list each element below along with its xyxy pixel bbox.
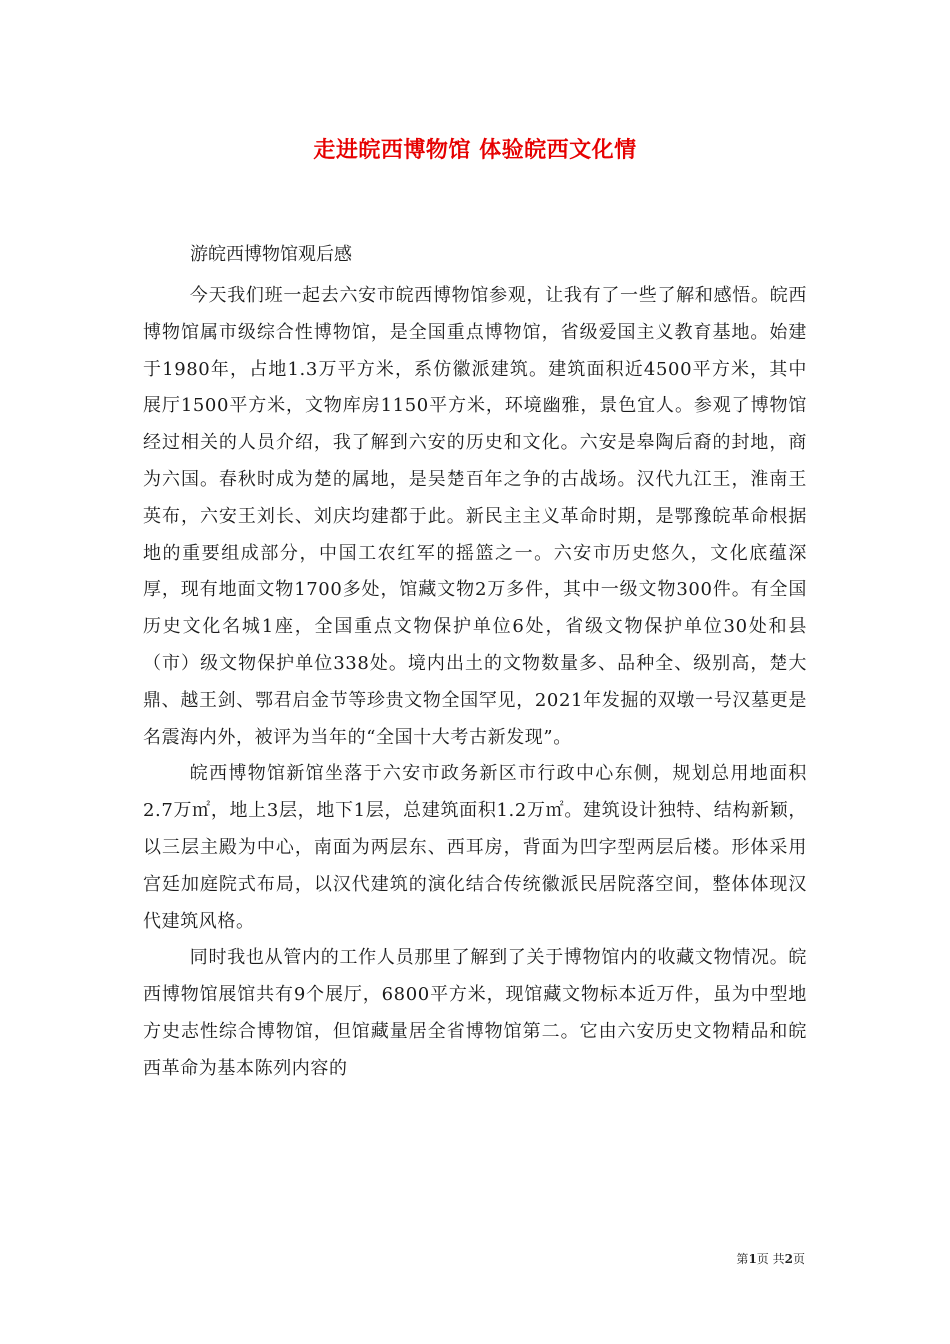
footer-middle: 页 共 bbox=[756, 1252, 785, 1266]
document-title: 走进皖西博物馆 体验皖西文化情 bbox=[313, 138, 637, 163]
document-body bbox=[143, 278, 807, 1088]
footer-total-pages: 2 bbox=[784, 1252, 793, 1266]
paragraph-3: 同时我也从管内的工作人员那里了解到了关于博物馆内的收藏文物情况。皖西博物馆展馆共有9个展厅，6800平方米，现馆藏文物标本近万件，虽为中型地方史志性综合博物馆，但馆藏量居全省博物馆第二。它由六安历史文物精品和皖西革命为基本陈列内容的 bbox=[143, 947, 807, 1079]
footer-current-page: 1 bbox=[748, 1252, 757, 1266]
page-number-footer bbox=[736, 1250, 805, 1267]
paragraph-1: 今天我们班一起去六安市皖西博物馆参观，让我有了一些了解和感悟。皖西博物馆属市级综合性博物馆，是全国重点博物馆，省级爱国主义教育基地。始建于1980年，占地1.3万平方米，系仿徽派建筑。建筑面积近4500平方米，其中展厅1500平方米，文物库房1150平方米，环境幽雅，景色宜人。参观了博物馆经过相关的人员介绍，我了解到六安的历史和文化。六安是皋陶后裔的封地，商为六国。春秋时成为楚的属地，是吴楚百年之争的古战场。汉代九江王，淮南王英布，六安王刘长、刘庆均建都于此。新民主主义革命时期，是鄂豫皖革命根据地的重要组成部分，中国工农红军的摇篮之一。六安市历史悠久，文化底蕴深厚，现有地面文物1700多处，馆藏文物2万多件，其中一级文物300件。有全国历史文化名城1座，全国重点文物保护单位6处，省级文物保护单位30处和县（市）级文物保护单位338处。境内出土的文物数量多、品种全、级别高，楚大鼎、越王剑、鄂君启金节等珍贵文物全国罕见，2021年发掘的双墩一号汉墓更是名震海内外，被评为当年的“全国十大考古新发现”。 bbox=[143, 285, 807, 748]
document-subtitle: 游皖西博物馆观后感 bbox=[190, 244, 352, 265]
footer-prefix: 第 bbox=[736, 1252, 749, 1266]
paragraph-2: 皖西博物馆新馆坐落于六安市政务新区市行政中心东侧，规划总用地面积2.7万㎡，地上3层，地下1层，总建筑面积1.2万㎡。建筑设计独特、结构新颖，以三层主殿为中心，南面为两层东、西耳房，背面为凹字型两层后楼。形体采用宫廷加庭院式布局，以汉代建筑的演化结合传统徽派民居院落空间，整体体现汉代建筑风格。 bbox=[143, 763, 807, 932]
footer-suffix: 页 bbox=[792, 1252, 805, 1266]
